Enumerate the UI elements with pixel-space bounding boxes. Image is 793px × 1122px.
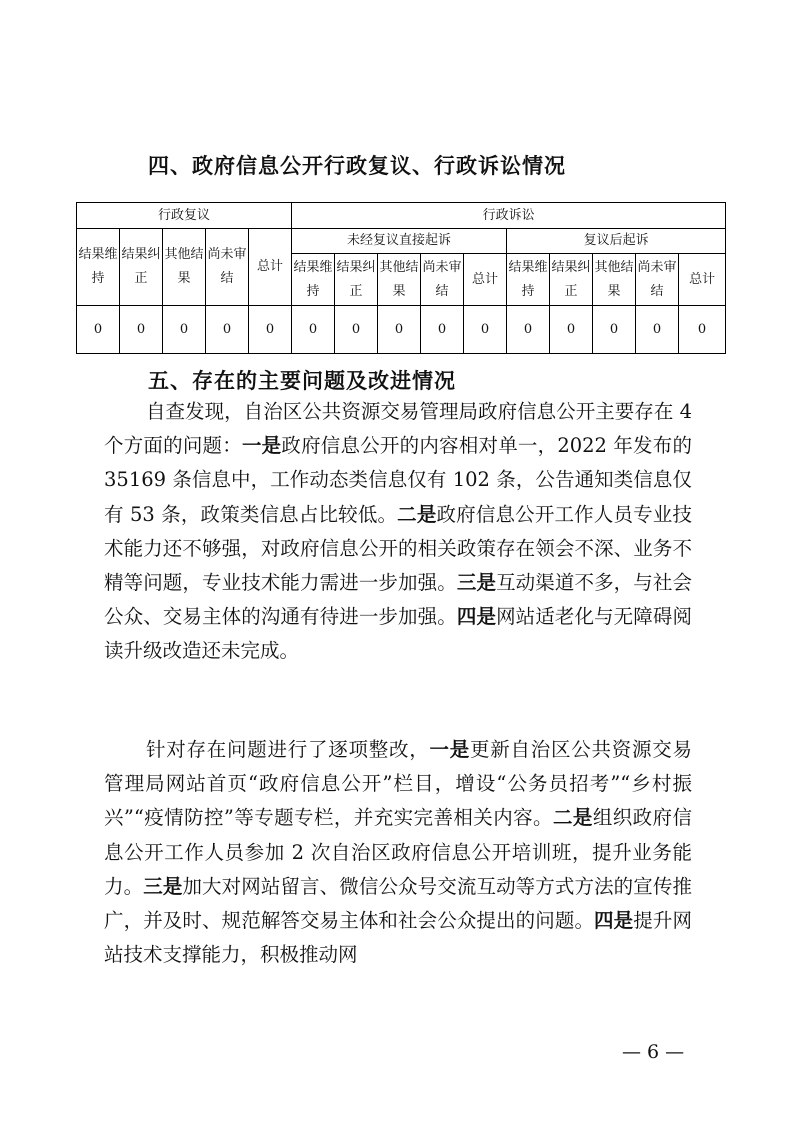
value-cell: 0 [206,306,249,354]
col-header-cell: 结果纠正 [335,254,378,306]
col-header-cell: 尚未审结 [206,229,249,306]
header-admin-lawsuit: 行政诉讼 [292,203,726,229]
paragraph-text: 互动渠道不多，与社会公众、交易主体的沟通有待进一步加强。 [104,571,692,629]
value-cell: 0 [421,306,464,354]
col-header-cell: 总计 [679,254,726,306]
paragraph-text: 政府信息公开工作人员专业技术能力还不够强，对政府信息公开的相关政策存在领会不深、业务不精等问题，专业技术能力需进一步加强。 [104,502,692,595]
col-header-cell: 总计 [249,229,292,306]
value-cell: 0 [292,306,335,354]
paragraph-text: 组织政府信息公开工作人员参加 2 次自治区政府信息公开培训班，提升业务能力。 [104,806,692,898]
col-header-cell: 尚未审结 [636,254,679,306]
value-cell: 0 [679,306,726,354]
paragraph-text: 针对存在问题进行了逐项整改， [146,738,430,761]
value-cell: 0 [550,306,593,354]
value-cell: 0 [335,306,378,354]
col-header-cell: 其他结果 [593,254,636,306]
value-cell: 0 [249,306,292,354]
item-marker: 三是 [456,571,497,595]
col-header-cell: 其他结果 [378,254,421,306]
value-cell: 0 [378,306,421,354]
col-header-cell: 结果维持 [507,254,550,306]
item-marker: 一是 [241,434,282,458]
value-cell: 0 [163,306,206,354]
value-cell: 0 [120,306,163,354]
paragraph-text: 提升网站技术支撑能力，积极推动网 [104,909,692,967]
col-header-cell: 结果纠正 [550,254,593,306]
review-lawsuit-table [76,202,726,354]
rectification-paragraph [104,733,692,972]
col-header-cell: 其他结果 [163,229,206,306]
value-cell: 0 [636,306,679,354]
paragraph-text: 自查发现，自治区公共资源交易管理局政府信息公开主要存在 4 个方面的问题： [104,400,692,458]
paragraph-text: 网站适老化与无障碍阅读升级改造还未完成。 [104,605,692,663]
section-4-heading: 四、政府信息公开行政复议、行政诉讼情况 [148,154,566,178]
header-lawsuit-after-review: 复议后起诉 [507,229,726,254]
header-direct-lawsuit: 未经复议直接起诉 [292,229,507,254]
paragraph-text: 更新自治区公共资源交易管理局网站首页“政府信息公开”栏目，增设“公务员招考”“乡村振兴”“疫情防控”等专题专栏，并充实完善相关内容。 [104,738,692,830]
value-cell: 0 [77,306,120,354]
item-marker: 四是 [594,909,634,933]
col-header-cell: 结果维持 [292,254,335,306]
paragraph-text: 政府信息公开的内容相对单一，2022 年发布的 35169 条信息中，工作动态类信息仅有 102 条，公告通知类信息仅有 53 条，政策类信息占比较低。 [104,434,692,526]
col-header-cell: 尚未审结 [421,254,464,306]
item-marker: 四是 [456,605,497,629]
item-marker: 二是 [397,502,437,526]
problems-paragraph [104,395,692,669]
value-cell: 0 [593,306,636,354]
col-header-cell: 总计 [464,254,507,306]
item-marker: 二是 [552,806,593,830]
item-marker: 三是 [143,874,183,898]
paragraph-text: 加大对网站留言、微信公众号交流互动等方式方法的宣传推广，并及时、规范解答交易主体和社会公众提出的问题。 [104,874,692,933]
section-5-heading: 五、存在的主要问题及改进情况 [148,369,456,393]
header-admin-review: 行政复议 [77,203,292,229]
value-cell: 0 [464,306,507,354]
page-number: — 6 — [622,1041,685,1063]
col-header-cell: 结果纠正 [120,229,163,306]
value-cell: 0 [507,306,550,354]
col-header-cell: 结果维持 [77,229,120,306]
item-marker: 一是 [429,738,470,761]
